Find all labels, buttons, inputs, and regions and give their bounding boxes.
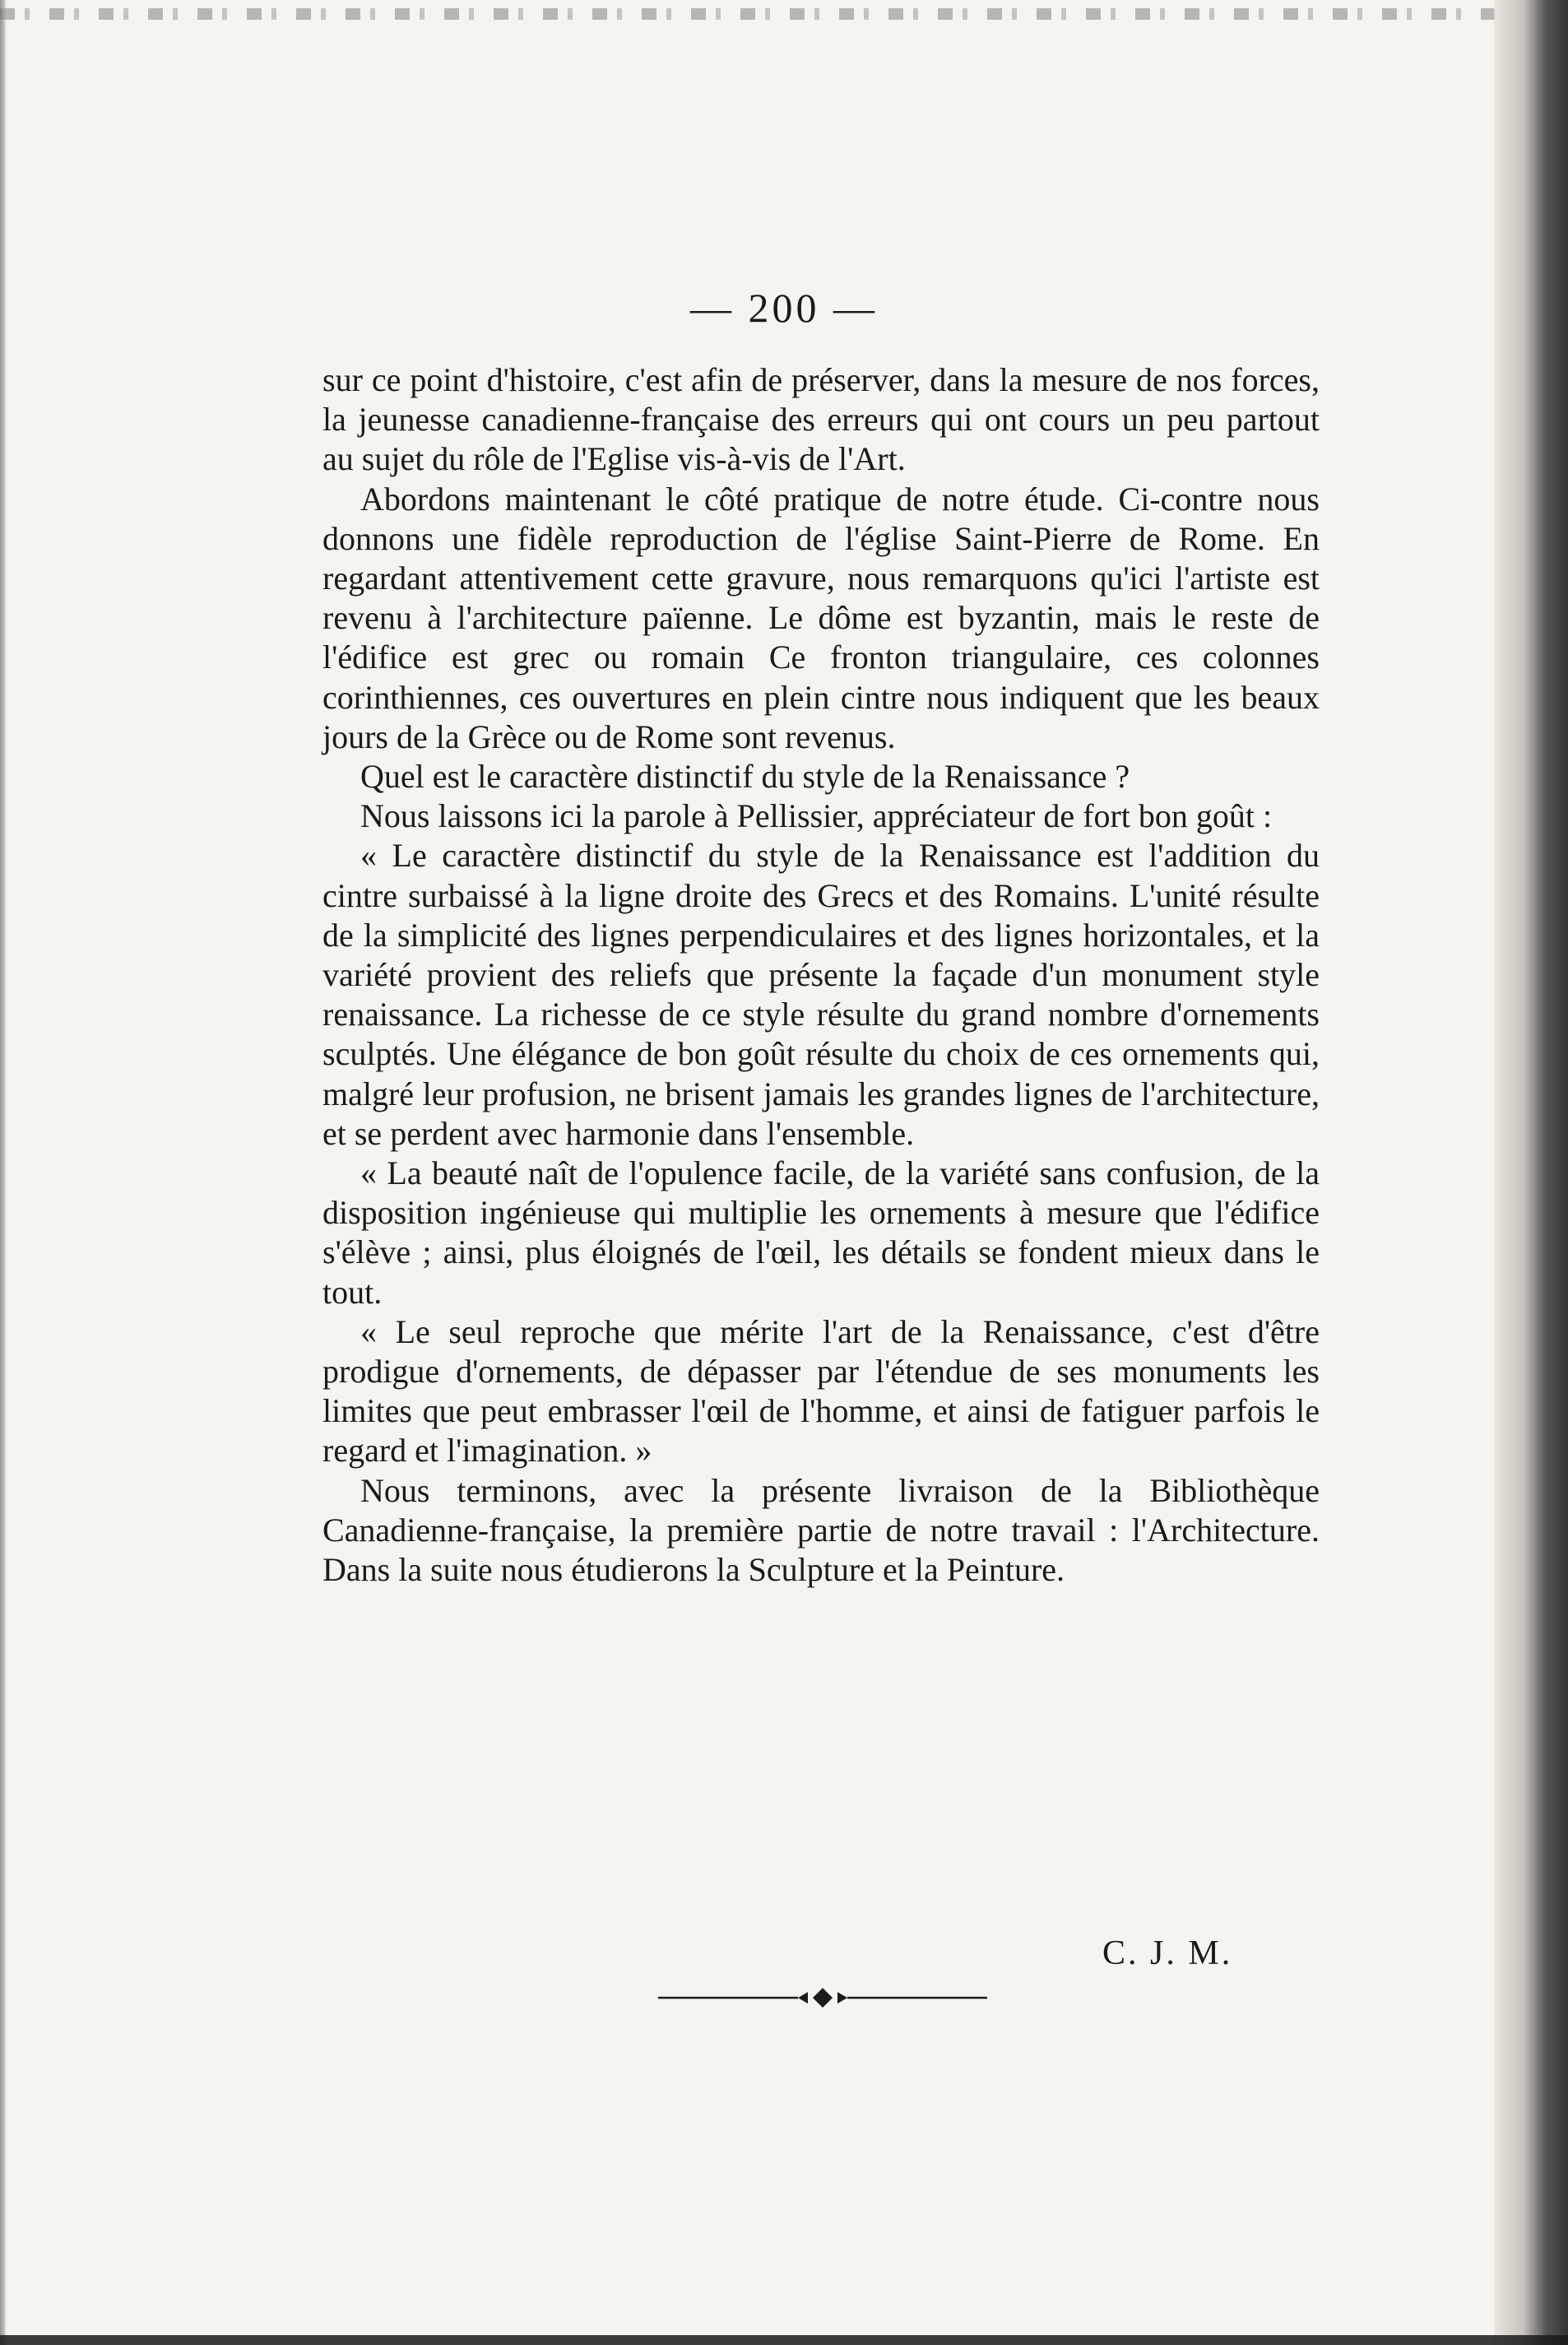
body-text [322,360,1320,1590]
paragraph-6: « La beauté naît de l'opulence facile, de la variété sans confusion, de la disposition ingénieuse qui multiplie les ornements à mesure que l'édifice s'élève ; ainsi, plus éloignés de l'œil, les détails se fondent mieux dans le tout. [322,1154,1320,1311]
paragraph-4: Nous laissons ici la parole à Pellissier, appréciateur de fort bon goût : [360,797,1273,835]
divider-ornament-icon [658,1981,987,2014]
scan-bottom-edge [0,2335,1568,2345]
paragraph-3: Quel est le caractère distinctif du style de la Renaissance ? [360,758,1130,796]
scan-right-edge [1494,0,1568,2345]
author-signature: C. J. M. [1102,1934,1233,1972]
scan-left-edge [0,0,7,2345]
paragraph-8: Nous terminons, avec la présente livraison de la Bibliothèque Canadienne-française, la première partie de notre travail : l'Architecture. Dans la suite nous étudierons la Sculpture et la Peinture. [322,1471,1320,1589]
paragraph-7: « Le seul reproche que mérite l'art de la Renaissance, c'est d'être prodigue d'ornements, de dépasser par l'étendue de ses monuments les limites que peut embrasser l'œil de l'homme, et ainsi de fatiguer parfois le regard et l'imagination. » [322,1312,1320,1470]
page-number: — 200 — [690,285,878,331]
paragraph-2: Abordons maintenant le côté pratique de notre étude. Ci-contre nous donnons une fidèle reproduction de l'église Saint-Pierre de Rome. En regardant attentivement cette gravure, nous remarquons qu'ici l'artiste est revenu à l'architecture païenne. Le dôme est byzantin, mais le reste de l'édifice est grec ou romain Ce fronton triangulaire, ces colonnes corinthiennes, ces ouvertures en plein cintre nous indiquent que les beaux jours de la Grèce ou de Rome sont revenus. [322,480,1320,755]
paragraph-1: sur ce point d'histoire, c'est afin de préserver, dans la mesure de nos forces, la jeunesse canadienne-française des erreurs qui ont cours un peu partout au sujet du rôle de l'Eglise vis-à-vis de l'Art. [322,361,1320,478]
paragraph-5: « Le caractère distinctif du style de la Renaissance est l'addition du cintre surbaissé à la ligne droite des Grecs et des Romains. L'unité résulte de la simplicité des lignes perpendiculaires et des lignes horizontales, et la variété provient des reliefs que présente la façade d'un monument style renaissance. La richesse de ce style résulte du grand nombre d'ornements sculptés. Une élégance de bon goût résulte du choix de ces ornements qui, malgré leur profusion, ne brisent jamais les grandes lignes de l'architecture, et se perdent avec harmonie dans l'ensemble. [322,837,1320,1152]
scan-top-edge [0,8,1497,20]
